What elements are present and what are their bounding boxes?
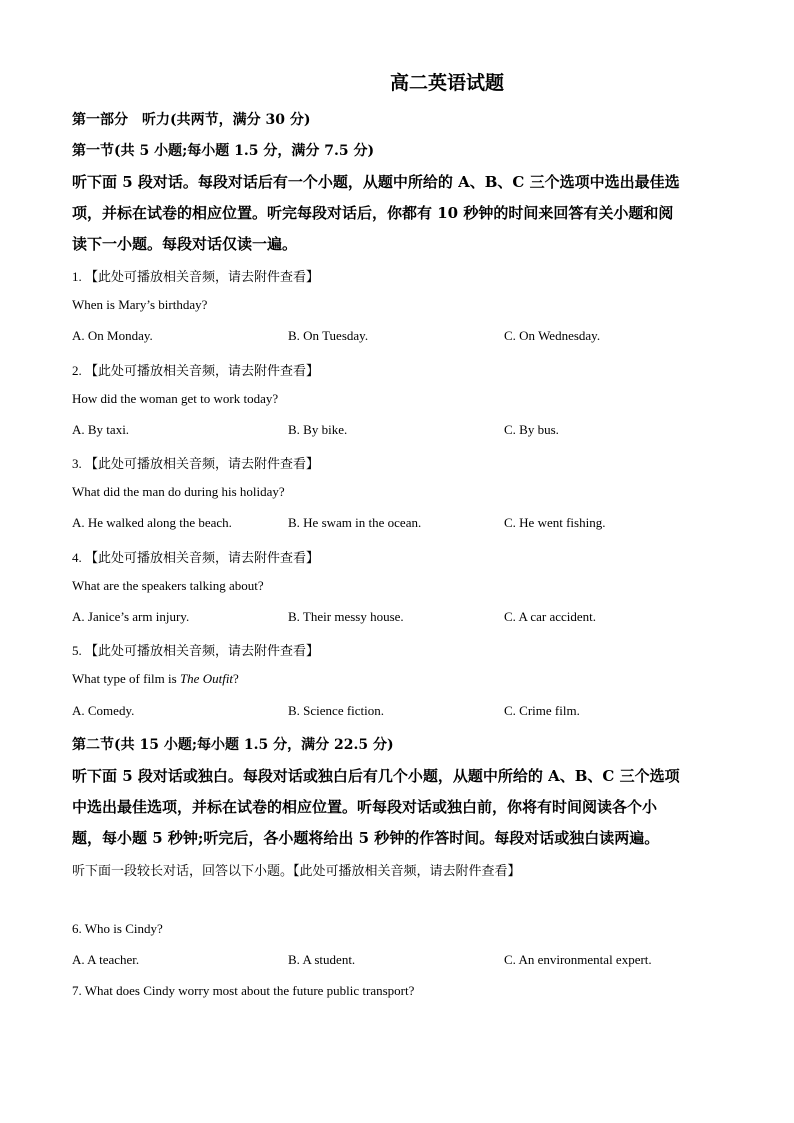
option-c[interactable]: C. Crime film. (504, 703, 580, 718)
option-a[interactable]: A. Janice’s arm injury. (72, 609, 190, 624)
audio-note[interactable]: 【此处可播放相关音频，请去附件查看】 (85, 269, 320, 284)
section2-heading: 第二节(共 15 小题;每小题 1.5 分，满分 22.5 分) (72, 737, 394, 753)
film-title: The Outfit (179, 671, 234, 686)
question-3-header (72, 453, 319, 472)
audio-note[interactable]: 【此处可播放相关音频，请去附件查看】 (85, 456, 320, 471)
question-number: 3. (72, 456, 82, 471)
question-1-text: When is Mary’s birthday? (72, 297, 208, 312)
option-b[interactable]: B. On Tuesday. (288, 328, 369, 343)
question-1-header (72, 266, 319, 285)
option-c[interactable]: C. By bus. (504, 422, 559, 437)
question-7-text: 7. What does Cindy worry most about the future public transport? (72, 983, 415, 998)
option-c[interactable]: C. An environmental expert. (504, 952, 652, 967)
question-4-text: What are the speakers talking about? (72, 578, 264, 593)
question-number: 4. (72, 550, 82, 565)
audio-note[interactable]: 【此处可播放相关音频，请去附件查看】 (85, 643, 320, 658)
option-a[interactable]: A. A teacher. (72, 952, 140, 967)
page-title: 高二英语试题 (389, 72, 504, 94)
option-b[interactable]: B. He swam in the ocean. (288, 515, 422, 530)
option-a[interactable]: A. By taxi. (72, 422, 130, 437)
part1-heading: 第一部分 听力(共两节，满分 30 分) (72, 112, 311, 128)
option-a[interactable]: A. He walked along the beach. (72, 515, 232, 530)
section2-instructions-line-1: 听下面 5 段对话或独白。每段对话或独白后有几个小题，从题中所给的 A、B、C 三个选项 (72, 767, 680, 785)
question-number: 5. (72, 643, 82, 658)
option-a[interactable]: A. Comedy. (72, 703, 135, 718)
option-c[interactable]: C. On Wednesday. (504, 328, 601, 343)
option-a[interactable]: A. On Monday. (72, 328, 153, 343)
question-number: 1. (72, 269, 82, 284)
question-6-text: 6. Who is Cindy? (72, 921, 163, 936)
section1-instructions-line-3: 读下一小题。每段对话仅读一遍。 (72, 235, 298, 253)
question-2-header (72, 360, 319, 379)
section2-instructions-line-2: 中选出最佳选项，并标在试卷的相应位置。听每段对话或独白前，你将有时间阅读各个小 (72, 798, 658, 816)
long-dialogue-note[interactable]: 听下面一段较长对话，回答以下小题。【此处可播放相关音频，请去附件查看】 (72, 863, 521, 878)
option-c[interactable]: C. He went fishing. (504, 515, 606, 530)
option-b[interactable]: B. By bike. (288, 422, 348, 437)
question-4-header (72, 547, 319, 566)
question-number: 2. (72, 363, 82, 378)
section2-instructions-line-3: 题，每小题 5 秒钟;听完后，各小题将给出 5 秒钟的作答时间。每段对话或独白读两遍。 (72, 829, 660, 847)
audio-note[interactable]: 【此处可播放相关音频，请去附件查看】 (85, 550, 320, 565)
section1-instructions-line-2: 项，并标在试卷的相应位置。听完每段对话后，你都有 10 秒钟的时间来回答有关小题和阅 (72, 204, 674, 222)
option-b[interactable]: B. A student. (288, 952, 356, 967)
question-5-header (72, 640, 319, 659)
question-5-text: What type of film is The Outfit? (72, 671, 239, 686)
section1-heading: 第一节(共 5 小题;每小题 1.5 分，满分 7.5 分) (72, 143, 375, 159)
audio-note[interactable]: 【此处可播放相关音频，请去附件查看】 (85, 363, 320, 378)
option-c[interactable]: C. A car accident. (504, 609, 597, 624)
option-b[interactable]: B. Science fiction. (288, 703, 385, 718)
section1-instructions-line-1: 听下面 5 段对话。每段对话后有一个小题，从题中所给的 A、B、C 三个选项中选出最佳选 (72, 173, 680, 191)
question-2-text: How did the woman get to work today? (72, 391, 279, 406)
question-3-text: What did the man do during his holiday? (72, 484, 285, 499)
option-b[interactable]: B. Their messy house. (288, 609, 404, 624)
